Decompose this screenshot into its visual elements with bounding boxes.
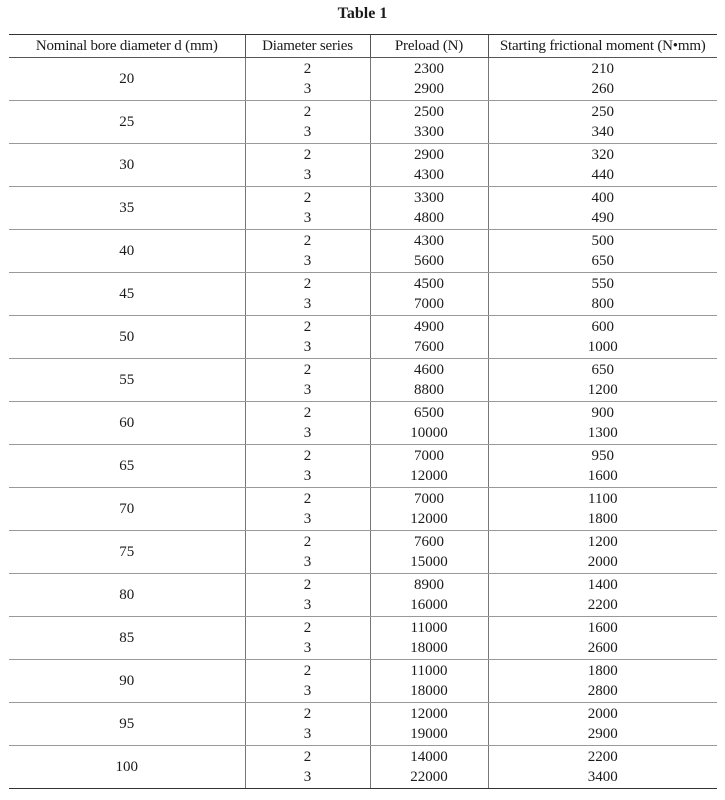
frictional-moment-cell-value: 210 (591, 61, 614, 77)
frictional-moment-cell-value: 1100 (588, 491, 618, 507)
diameter-series-cell-value: 3 (303, 597, 312, 613)
diameter-series-cell-value: 2 (303, 233, 312, 249)
diameter-series-cell (245, 660, 370, 703)
preload-cell-value: 18000 (410, 683, 448, 699)
diameter-series-cell-value: 3 (303, 511, 312, 527)
preload-cell-value: 12000 (410, 468, 448, 484)
frictional-moment-cell-value: 1000 (587, 339, 618, 355)
frictional-moment-cell (488, 660, 717, 703)
diameter-series-cell (245, 359, 370, 402)
table-caption: Table 1 (337, 5, 388, 22)
header-bore-diameter: Nominal bore diameter d (mm) (9, 35, 245, 58)
diameter-series-cell-value: 3 (303, 468, 312, 484)
frictional-moment-cell-value: 650 (591, 253, 614, 269)
diameter-series-cell-value: 2 (303, 190, 312, 206)
frictional-moment-cell (488, 359, 717, 402)
diameter-series-cell-value: 2 (303, 448, 312, 464)
preload-cell-value: 7600 (414, 534, 444, 550)
diameter-series-cell (245, 574, 370, 617)
diameter-series-cell (245, 617, 370, 660)
diameter-series-cell (245, 531, 370, 574)
preload-cell-value: 8800 (414, 382, 444, 398)
diameter-series-cell-value: 3 (303, 554, 312, 570)
preload-cell-value: 15000 (410, 554, 448, 570)
frictional-moment-cell (488, 703, 717, 746)
preload-cell (370, 101, 488, 144)
diameter-series-cell (245, 101, 370, 144)
diameter-series-cell-value: 3 (303, 769, 312, 785)
diameter-series-cell-value: 3 (303, 640, 312, 656)
preload-cell-value: 16000 (410, 597, 448, 613)
preload-cell-value: 14000 (410, 749, 448, 765)
preload-cell-value: 11000 (410, 620, 448, 636)
preload-cell-value: 12000 (410, 706, 448, 722)
table-row (9, 488, 717, 531)
diameter-series-cell (245, 58, 370, 101)
frictional-moment-cell-value: 2900 (587, 726, 618, 742)
frictional-moment-cell (488, 531, 717, 574)
frictional-moment-cell-value: 500 (591, 233, 614, 249)
frictional-moment-cell-value: 1600 (587, 468, 618, 484)
preload-cell-value: 2900 (414, 147, 444, 163)
frictional-moment-cell-value: 320 (591, 147, 614, 163)
preload-cell-value: 6500 (414, 405, 444, 421)
frictional-moment-cell (488, 101, 717, 144)
header-row (9, 35, 717, 58)
frictional-moment-cell (488, 574, 717, 617)
preload-cell-value: 7600 (414, 339, 444, 355)
frictional-moment-cell (488, 187, 717, 230)
frictional-moment-cell (488, 316, 717, 359)
preload-cell-value: 2500 (414, 104, 444, 120)
table-row (9, 746, 717, 789)
table-row (9, 402, 717, 445)
diameter-series-cell-value: 3 (303, 425, 312, 441)
preload-cell (370, 531, 488, 574)
diameter-series-cell (245, 273, 370, 316)
diameter-series-cell-value: 2 (303, 61, 312, 77)
preload-cell-value: 4600 (414, 362, 444, 378)
preload-cell (370, 359, 488, 402)
diameter-series-cell-value: 2 (303, 362, 312, 378)
preload-table (9, 34, 717, 789)
table-row (9, 230, 717, 273)
preload-cell-value: 7000 (414, 491, 444, 507)
diameter-series-cell-value: 3 (303, 382, 312, 398)
preload-cell-value: 8900 (414, 577, 444, 593)
frictional-moment-cell (488, 273, 717, 316)
preload-cell-value: 2300 (414, 61, 444, 77)
diameter-series-cell-value: 2 (303, 620, 312, 636)
frictional-moment-cell-value: 490 (591, 210, 614, 226)
diameter-series-cell (245, 230, 370, 273)
preload-cell (370, 316, 488, 359)
diameter-series-cell (245, 187, 370, 230)
table-row (9, 58, 717, 101)
header-preload: Preload (N) (370, 35, 488, 58)
frictional-moment-cell-value: 1300 (587, 425, 618, 441)
diameter-series-cell-value: 2 (303, 405, 312, 421)
preload-cell (370, 445, 488, 488)
frictional-moment-cell-value: 2200 (587, 597, 618, 613)
preload-cell (370, 230, 488, 273)
diameter-series-cell-value: 3 (303, 124, 312, 140)
bore-diameter-cell: 85 (9, 617, 245, 660)
diameter-series-cell-value: 2 (303, 147, 312, 163)
header-diameter-series: Diameter series (245, 35, 370, 58)
diameter-series-cell (245, 746, 370, 789)
preload-cell (370, 746, 488, 789)
bore-diameter-cell: 55 (9, 359, 245, 402)
frictional-moment-cell (488, 617, 717, 660)
diameter-series-cell-value: 2 (303, 534, 312, 550)
frictional-moment-cell-value: 1600 (587, 620, 618, 636)
preload-cell-value: 4500 (414, 276, 444, 292)
frictional-moment-cell (488, 402, 717, 445)
preload-cell (370, 402, 488, 445)
diameter-series-cell-value: 3 (303, 253, 312, 269)
header-frictional-moment: Starting frictional moment (N•mm) (488, 35, 717, 58)
frictional-moment-cell-value: 2000 (587, 554, 618, 570)
diameter-series-cell-value: 3 (303, 81, 312, 97)
diameter-series-cell (245, 316, 370, 359)
table-row (9, 531, 717, 574)
bore-diameter-cell: 40 (9, 230, 245, 273)
preload-cell-value: 7000 (414, 448, 444, 464)
bore-diameter-cell: 90 (9, 660, 245, 703)
preload-cell-value: 2900 (414, 81, 444, 97)
preload-cell (370, 617, 488, 660)
diameter-series-cell-value: 2 (303, 577, 312, 593)
bore-diameter-cell: 45 (9, 273, 245, 316)
preload-cell-value: 22000 (410, 769, 448, 785)
diameter-series-cell (245, 703, 370, 746)
frictional-moment-cell-value: 440 (591, 167, 614, 183)
preload-cell (370, 488, 488, 531)
diameter-series-cell-value: 3 (303, 296, 312, 312)
diameter-series-cell-value: 3 (303, 167, 312, 183)
frictional-moment-cell-value: 1200 (587, 534, 618, 550)
frictional-moment-cell (488, 144, 717, 187)
table-row (9, 359, 717, 402)
preload-cell-value: 4300 (414, 233, 444, 249)
diameter-series-cell-value: 3 (303, 683, 312, 699)
diameter-series-cell-value: 3 (303, 339, 312, 355)
frictional-moment-cell-value: 900 (591, 405, 614, 421)
preload-cell (370, 660, 488, 703)
preload-cell (370, 58, 488, 101)
bore-diameter-cell: 60 (9, 402, 245, 445)
frictional-moment-cell-value: 250 (591, 104, 614, 120)
frictional-moment-cell (488, 488, 717, 531)
diameter-series-cell-value: 2 (303, 276, 312, 292)
diameter-series-cell (245, 488, 370, 531)
bore-diameter-cell: 20 (9, 58, 245, 101)
diameter-series-cell-value: 2 (303, 706, 312, 722)
preload-cell-value: 4800 (414, 210, 444, 226)
frictional-moment-cell (488, 746, 717, 789)
bore-diameter-cell: 95 (9, 703, 245, 746)
frictional-moment-cell-value: 800 (591, 296, 614, 312)
bore-diameter-cell: 25 (9, 101, 245, 144)
frictional-moment-cell (488, 445, 717, 488)
bore-diameter-cell: 30 (9, 144, 245, 187)
frictional-moment-cell-value: 1800 (587, 663, 618, 679)
table-row (9, 101, 717, 144)
frictional-moment-cell-value: 600 (591, 319, 614, 335)
preload-cell-value: 10000 (410, 425, 448, 441)
table-row (9, 144, 717, 187)
table-row (9, 187, 717, 230)
diameter-series-cell-value: 3 (303, 726, 312, 742)
frictional-moment-cell-value: 1400 (587, 577, 618, 593)
table-row (9, 316, 717, 359)
preload-cell-value: 11000 (410, 663, 448, 679)
table-row (9, 445, 717, 488)
preload-cell (370, 187, 488, 230)
frictional-moment-cell (488, 230, 717, 273)
bore-diameter-cell: 65 (9, 445, 245, 488)
preload-cell-value: 7000 (414, 296, 444, 312)
table-row (9, 703, 717, 746)
preload-cell (370, 144, 488, 187)
diameter-series-cell-value: 3 (303, 210, 312, 226)
frictional-moment-cell-value: 950 (591, 448, 614, 464)
diameter-series-cell (245, 402, 370, 445)
bore-diameter-cell: 80 (9, 574, 245, 617)
preload-cell-value: 5600 (414, 253, 444, 269)
preload-cell-value: 4300 (414, 167, 444, 183)
preload-cell-value: 3300 (414, 190, 444, 206)
preload-cell-value: 19000 (410, 726, 448, 742)
preload-cell-value: 12000 (410, 511, 448, 527)
diameter-series-cell (245, 144, 370, 187)
table-row (9, 273, 717, 316)
frictional-moment-cell-value: 1800 (587, 511, 618, 527)
frictional-moment-cell-value: 3400 (587, 769, 618, 785)
bore-diameter-cell: 100 (9, 746, 245, 789)
diameter-series-cell-value: 2 (303, 749, 312, 765)
bore-diameter-cell: 35 (9, 187, 245, 230)
frictional-moment-cell-value: 2000 (587, 706, 618, 722)
diameter-series-cell-value: 2 (303, 104, 312, 120)
diameter-series-cell (245, 445, 370, 488)
preload-cell (370, 703, 488, 746)
table-row (9, 617, 717, 660)
bore-diameter-cell: 50 (9, 316, 245, 359)
frictional-moment-cell-value: 400 (591, 190, 614, 206)
bore-diameter-cell: 75 (9, 531, 245, 574)
preload-cell-value: 3300 (414, 124, 444, 140)
diameter-series-cell-value: 2 (303, 663, 312, 679)
bore-diameter-cell: 70 (9, 488, 245, 531)
preload-cell (370, 574, 488, 617)
frictional-moment-cell-value: 2800 (587, 683, 618, 699)
frictional-moment-cell-value: 1200 (587, 382, 618, 398)
preload-cell-value: 18000 (410, 640, 448, 656)
frictional-moment-cell-value: 550 (591, 276, 614, 292)
frictional-moment-cell-value: 260 (591, 81, 614, 97)
diameter-series-cell-value: 2 (303, 491, 312, 507)
table-row (9, 660, 717, 703)
preload-cell (370, 273, 488, 316)
frictional-moment-cell-value: 340 (591, 124, 614, 140)
frictional-moment-cell-value: 650 (591, 362, 614, 378)
preload-cell-value: 4900 (414, 319, 444, 335)
frictional-moment-cell-value: 2200 (587, 749, 618, 765)
frictional-moment-cell (488, 58, 717, 101)
frictional-moment-cell-value: 2600 (587, 640, 618, 656)
table-row (9, 574, 717, 617)
diameter-series-cell-value: 2 (303, 319, 312, 335)
